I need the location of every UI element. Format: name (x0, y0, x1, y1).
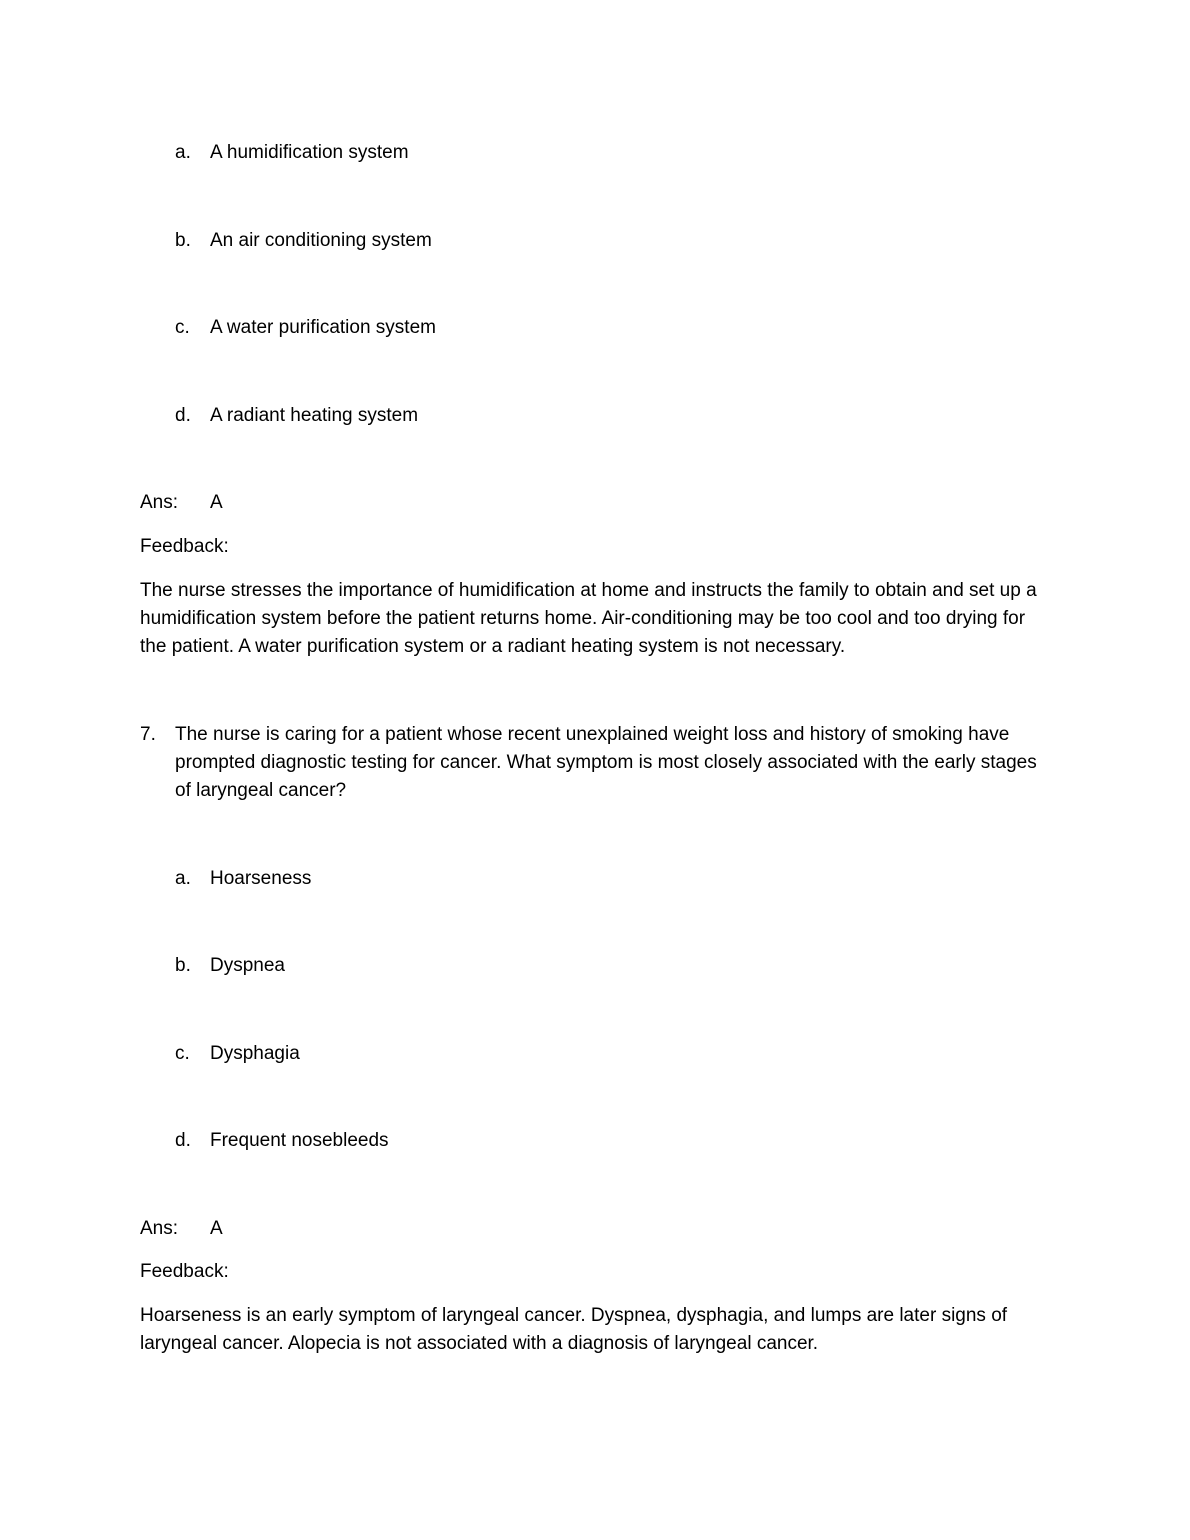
q7-option-a-letter: a. (175, 868, 191, 889)
q6-option-a-letter: a. (175, 142, 191, 163)
q7-feedback-label: Feedback: (140, 1261, 229, 1282)
q7-feedback-text: Hoarseness is an early symptom of laryngeal cancer. Dyspnea, dysphagia, and lumps are later signs of laryngeal cancer. Alopecia is not associated with a diagnosis of laryngeal cancer. (140, 1305, 1008, 1354)
q7-ans-value: A (210, 1218, 223, 1239)
q7-option-c-text: Dysphagia (210, 1043, 300, 1064)
q7-option-a-text: Hoarseness (210, 868, 312, 889)
q7-option-c-letter: c. (175, 1043, 190, 1064)
q7-option-d-letter: d. (175, 1130, 191, 1151)
q7-option-d-text: Frequent nosebleeds (210, 1130, 389, 1151)
q6-option-c-letter: c. (175, 317, 190, 338)
q6-feedback-label: Feedback: (140, 536, 229, 557)
q6-option-d-letter: d. (175, 405, 191, 426)
q6-feedback-text: The nurse stresses the importance of humidification at home and instructs the family to obtain and set up a humidification system before the patient returns home. Air-conditioning may be too cool and too drying for the patient. A water purification system or a radiant heating system is not necessary. (140, 580, 1037, 657)
q7-option-b-letter: b. (175, 955, 191, 976)
q7-stem: The nurse is caring for a patient whose recent unexplained weight loss and history of smoking have prompted diagnostic testing for cancer. What symptom is most closely associated with the early stages of laryngeal cancer? (175, 724, 1037, 801)
q7-option-b-text: Dyspnea (210, 955, 285, 976)
q6-option-a-text: A humidification system (210, 142, 409, 163)
q6-ans-value: A (210, 492, 223, 513)
q6-option-c-text: A water purification system (210, 317, 436, 338)
q7-number: 7. (140, 724, 156, 745)
q6-option-b-text: An air conditioning system (210, 230, 432, 251)
q6-option-b-letter: b. (175, 230, 191, 251)
q7-ans-label: Ans: (140, 1218, 179, 1239)
q6-ans-label: Ans: (140, 492, 179, 513)
q6-option-d-text: A radiant heating system (210, 405, 419, 426)
